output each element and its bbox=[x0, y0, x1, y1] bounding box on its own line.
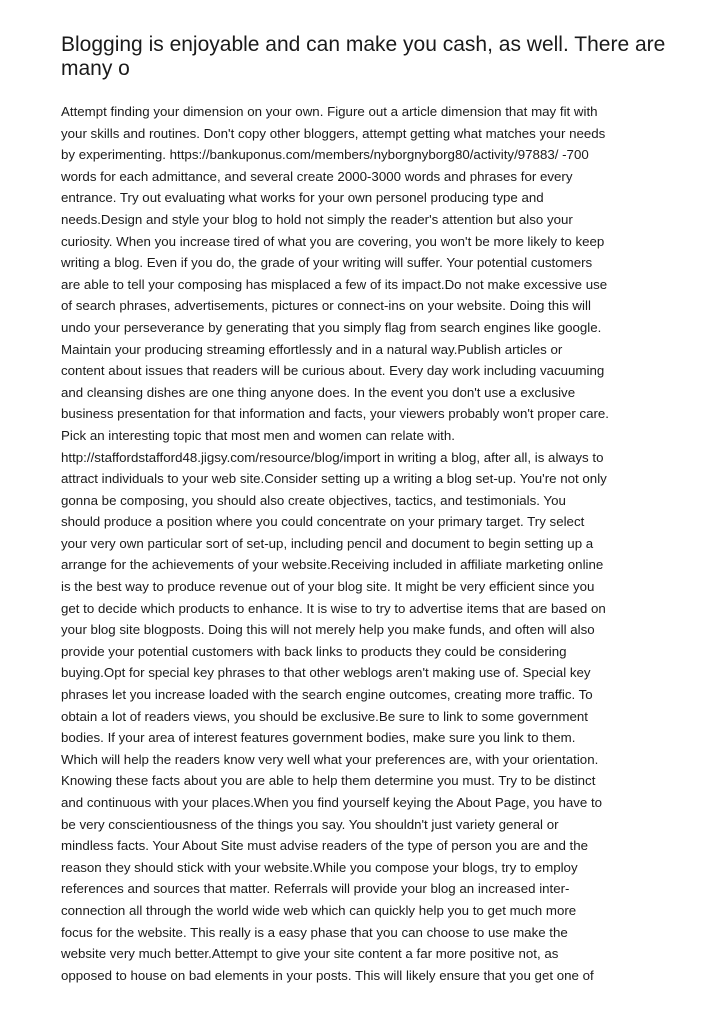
body-text-line: words for each admittance, and several create 2000-3000 words and phrases for every bbox=[61, 168, 573, 184]
body-text-line: your very own particular sort of set-up, including pencil and document to begin setting up a bbox=[61, 535, 594, 551]
body-text-line: entrance. Try out evaluating what works for your own personel producing type and bbox=[61, 190, 544, 206]
body-text-line: Knowing these facts about you are able to help them determine you must. Try to be distinct bbox=[61, 773, 596, 789]
body-text-line: gonna be composing, you should also create objectives, tactics, and testimonials. You bbox=[61, 492, 566, 508]
body-text-line: Which will help the readers know very well what your preferences are, with your orientation. bbox=[61, 751, 599, 767]
body-text-line: website very much better.Attempt to give your site content a far more positive not, as bbox=[61, 946, 559, 962]
body-text-line: curiosity. When you increase tired of what you are covering, you won't be more likely to keep bbox=[61, 233, 605, 249]
body-text-line: references and sources that matter. Referrals will provide your blog an increased inter- bbox=[61, 881, 570, 897]
body-text-line: undo your perseverance by generating that you simply flag from search engines like google. bbox=[61, 319, 602, 335]
body-text-line: http://staffordstafford48.jigsy.com/resource/blog/import in writing a blog, after all, is always to bbox=[61, 449, 604, 465]
page-title: Blogging is enjoyable and can make you cash, as well. There are many o bbox=[61, 33, 666, 80]
body-text-line: needs.Design and style your blog to hold not simply the reader's attention but also your bbox=[61, 211, 573, 227]
body-text-line: and cleansing dishes are one thing anyone does. In the event you don't use a exclusive bbox=[61, 384, 576, 400]
body-text-line: by experimenting. https://bankuponus.com/members/nyborgnyborg80/activity/97883/ -700 bbox=[61, 147, 589, 163]
body-text-line: obtain a lot of readers views, you should be exclusive.Be sure to link to some government bbox=[61, 708, 588, 724]
body-text-line: of search phrases, advertisements, pictures or connect-ins on your website. Doing this will bbox=[61, 298, 591, 314]
body-text-line: your blog site blogposts. Doing this will not merely help you make funds, and often will also bbox=[61, 622, 595, 638]
body-text-line: is the best way to produce revenue out of your blog site. It might be very efficient since you bbox=[61, 579, 595, 595]
body-text-line: phrases let you increase loaded with the search engine outcomes, creating more traffic. To bbox=[61, 687, 593, 703]
body-text-line: your skills and routines. Don't copy other bloggers, attempt getting what matches your needs bbox=[61, 125, 606, 141]
body-text-line: mindless facts. Your About Site must advise readers of the type of person you are and the bbox=[61, 838, 589, 854]
body-text-line: Attempt finding your dimension on your own. Figure out a article dimension that may fit with bbox=[61, 104, 598, 119]
body-text-line: be very conscientiousness of the things you say. You shouldn't just variety general or bbox=[61, 816, 559, 832]
body-text-line: provide your potential customers with back links to products they could be considering bbox=[61, 643, 567, 659]
body-text-line: should produce a position where you could concentrate on your primary target. Try select bbox=[61, 514, 585, 530]
body-text-line: attract individuals to your web site.Consider setting up a writing a blog set-up. You're not only bbox=[61, 471, 607, 487]
body-text-line: bodies. If your area of interest features government bodies, make sure you link to them. bbox=[61, 730, 576, 746]
body-text-line: writing a blog. Even if you do, the grade of your writing will suffer. Your potential customers bbox=[61, 255, 593, 271]
body-text-line: get to decide which products to enhance. It is wise to try to advertise items that are based on bbox=[61, 600, 606, 616]
body-text-line: connection all through the world wide web which can quickly help you to get much more bbox=[61, 902, 577, 918]
body-text-line: buying.Opt for special key phrases to that other weblogs aren't making use of. Special key bbox=[61, 665, 591, 681]
body-text-line: business presentation for that information and facts, your viewers probably won't proper care. bbox=[61, 406, 609, 422]
body-text-line: Maintain your producing streaming effortlessly and in a natural way.Publish articles or bbox=[61, 341, 563, 357]
body-text-line: arrange for the achievements of your website.Receiving included in affiliate marketing online bbox=[61, 557, 604, 573]
body-text-line: and continuous with your places.When you find yourself keying the About Page, you have to bbox=[61, 795, 603, 810]
body-text-line: Pick an interesting topic that most men and women can relate with. bbox=[61, 427, 455, 443]
article-body bbox=[61, 101, 689, 986]
body-text-line: reason they should stick with your website.While you compose your blogs, try to employ bbox=[61, 859, 578, 875]
body-text-line: are able to tell your composing has misplaced a few of its impact.Do not make excessive use bbox=[61, 276, 608, 292]
body-text-line: focus for the website. This really is a easy phase that you can choose to use make the bbox=[61, 924, 568, 940]
body-text-line: content about issues that readers will be curious about. Every day work including vacuuming bbox=[61, 363, 605, 379]
body-text-line: opposed to house on bad elements in your posts. This will likely ensure that you get one of bbox=[61, 967, 594, 983]
